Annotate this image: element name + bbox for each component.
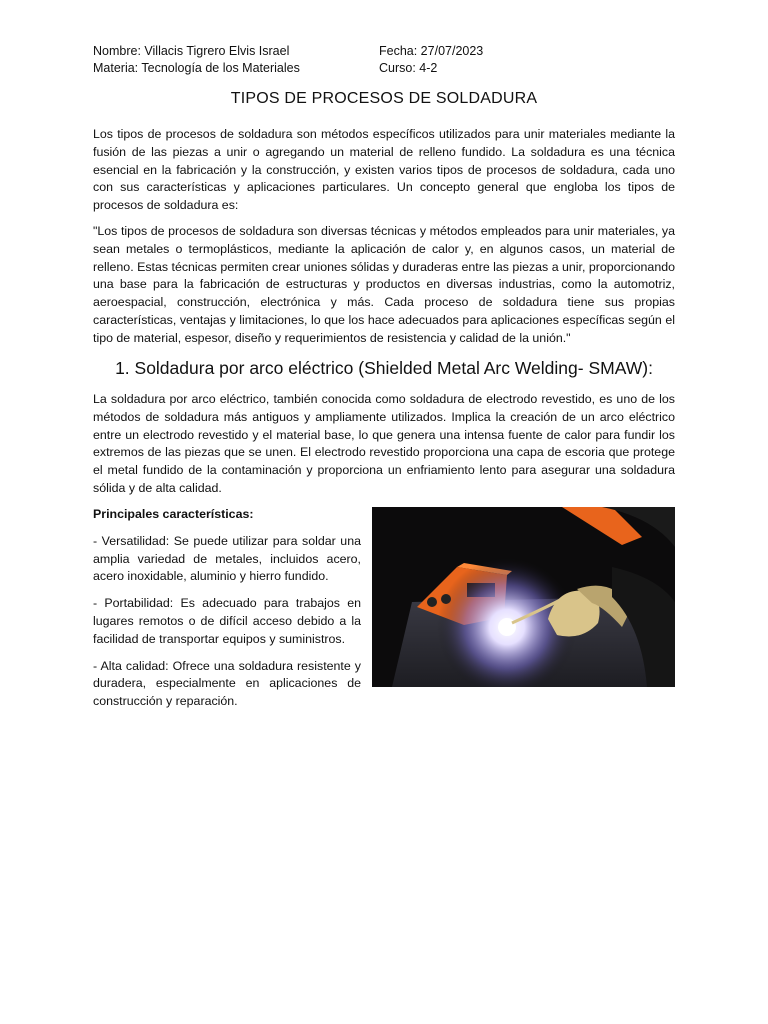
- feature-item: - Portabilidad: Es adecuado para trabajos en lugares remotos o de difícil acceso debido a la facilidad de transportar equipos y suministros.: [93, 596, 361, 646]
- features-heading: Principales características:: [93, 507, 254, 521]
- section-heading: 1. Soldadura por arco eléctrico (Shielded Metal Arc Welding- SMAW):: [115, 358, 653, 378]
- intro-paragraph: Los tipos de procesos de soldadura son métodos específicos utilizados para unir materiales mediante la fusión de las piezas a unir o agregando un material de relleno fundido. La soldadura es una técnica esencial en la fabricación y la construcción, y existen varios tipos de procesos de soldadura, cada uno con sus características y aplicaciones particulares. Un concepto general que engloba los tipos de procesos de soldadura es:: [93, 127, 675, 213]
- document-title: TIPOS DE PROCESOS DE SOLDADURA: [230, 90, 538, 107]
- welding-photo: [372, 507, 675, 687]
- document-date: Fecha: 27/07/2023: [379, 44, 484, 58]
- quote-paragraph: "Los tipos de procesos de soldadura son diversas técnicas y métodos empleados para unir materiales, ya sean metales o termoplásticos, mediante la aplicación de calor y, en algunos casos, un material de relleno. Estas técnicas permiten crear uniones sólidas y duraderas entre las piezas a unir, proporcionando una base para la fabricación de estructuras y productos en diversas industrias, como la automotriz, aeroespacial, construcción, electrónica y más. Cada proceso de soldadura tiene sus propias características, ventajas y limitaciones, lo que los hace adecuados para aplicaciones específicas según el tipo de material, espesor, diseño y requerimientos de resistencia y calidad de la unión.": [93, 224, 675, 345]
- feature-item: - Alta calidad: Ofrece una soldadura resistente y duradera, especialmente en aplicaciones de construcción y reparación.: [93, 658, 361, 709]
- section-paragraph: La soldadura por arco eléctrico, también conocida como soldadura de electrodo revestido, es uno de los métodos de soldadura más antiguos y ampliamente utilizados. Implica la creación de un arco eléctrico entre un electrodo revestido y el material base, lo que genera una intensa fuente de calor para fundir los extremos de las piezas que se unen. El electrodo revestido proporciona una capa de escoria que protege el metal fundido de la contaminación y proporciona un enfriamiento lento para asegurar una soldadura sólida y de alta calidad.: [93, 392, 675, 495]
- features-column: [93, 506, 361, 720]
- feature-item: - Versatilidad: Se puede utilizar para soldar una amplia variedad de metales, incluidos acero, acero inoxidable, aluminio y hierro fundido.: [93, 533, 361, 584]
- subject-name: Materia: Tecnología de los Materiales: [93, 61, 300, 75]
- document-header: [93, 43, 484, 77]
- student-name: Nombre: Villacis Tigrero Elvis Israel: [93, 44, 290, 58]
- course-name: Curso: 4-2: [379, 61, 438, 75]
- welding-illustration: [372, 507, 675, 687]
